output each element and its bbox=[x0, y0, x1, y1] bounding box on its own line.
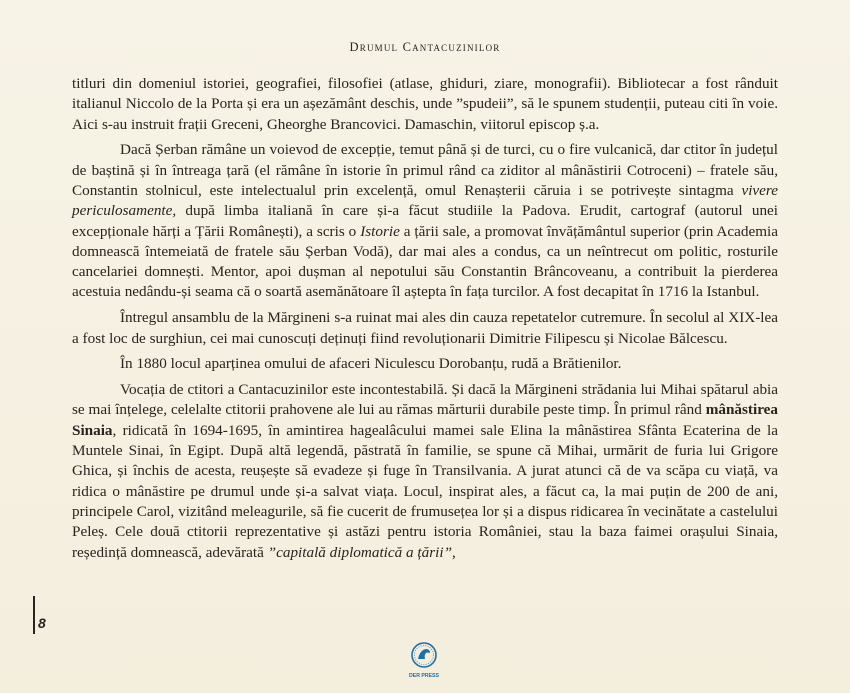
page-number: 8 bbox=[38, 615, 46, 631]
paragraph-2-text-a: Dacă Șerban rămâne un voievod de excepție, temut până și de turci, cu o fire vulcanică, dar ctitor în județul de baștină și în întreaga țară (el rămâne în istorie în primul rând ca ziditor al mânăstirii Cotroceni) – fratele său, Constantin stolnicul, este intelectualul prin excelență, omul Renașterii căruia i se potrivește sintagma bbox=[72, 141, 778, 199]
paragraph-3: Întregul ansamblu de la Mărgineni s-a ruinat mai ales din cauza repetatelor cutremure. În secolul al XIX-lea a fost loc de surghiun, cei mai cunoscuți deținuți fiind revoluționarii Dimitrie Filipescu și Nicolae Bălcescu. bbox=[72, 309, 778, 347]
paragraph-2-text-e: a țării sale, a promovat învățământul superior (prin Academia domnească întemeiată de fratele său Șerban Vodă), dar mai ales a condus, ca un neîntrecut om politic, rosturile cancelariei domnești. Mentor, apoi dușman al nepotului său Constantin Brâncoveanu, a contribuit la pierderea acestuia nedându-și seama că o soartă asemănătoare îl aștepta în fața turcilor. A fost decapitat în 1716 la Istanbul. bbox=[72, 222, 778, 301]
paragraph-5-bold-term: mânăstirea Sinaia bbox=[72, 401, 778, 439]
paragraph-2 bbox=[72, 140, 778, 302]
paragraph-2-italic-phrase: vivere periculosamente, bbox=[72, 181, 778, 220]
paragraph-5-text-a: Vocația de ctitori a Cantacuzinilor este incontestabilă. Și dacă la Mărgineni strădania lui Mihai spătarul abia se mai înțelege, celelalte ctitorii prahovene ale lui au rămas mărturii durabile peste timp. În primul rând bbox=[72, 381, 778, 419]
paragraph-2-text-c: după limba italiană în care și-a făcut studiile la Padova. Erudit, cartograf (autorul unei excepționale hărți a Țării Românești), a scris o bbox=[72, 202, 778, 240]
publisher-logo-text: DER PRESS bbox=[409, 673, 439, 679]
paragraph-2-italic-title: Istorie bbox=[360, 222, 400, 240]
paragraph-4: În 1880 locul aparținea omului de afaceri Niculescu Dorobanțu, rudă a Brătienilor. bbox=[120, 355, 622, 373]
paragraph-5-text-c: , ridicată în 1694-1695, în amintirea hagealâcului mamei sale Elina la mânăstirea Sfânta Ecaterina de la Muntele Sinai, în Egipt. După altă legendă, păstrată în familie, se spune că Mihai, urmărit de furia lui Grigore Ghica, și închis de acesta, reușește să evadeze și fuge în Transilvania. A jurat atunci că de va scăpa cu viață, va ridica o mânăstire pe drumul unde și-a salvat viața. Locul, inspirat ales, a făcut ca, la mai puțin de 200 de ani, principele Carol, vizitând meleagurile, să fie cucerit de frumusețea lor și a dispus ridicarea în vecinătate a castelului Peleș. Cele două ctitorii reprezentative și astăzi pentru istoria României, stau la baza faimei orașului Sinaia, reședință domnească, adevărată bbox=[72, 421, 778, 561]
paragraph-1: titluri din domeniul istoriei, geografiei, filosofiei (atlase, ghiduri, ziare, monografii). Bibliotecar a fost rânduit italianul Niccolo de la Porta și era un așezământ deschis, unde ”spudeii”, să le spunem studenții, puteau citi în voie. Aici s-au instruit frații Greceni, Gheorghe Brancovici. Damaschin, viitorul episcop ș.a. bbox=[72, 75, 778, 133]
margin-rule bbox=[33, 596, 35, 634]
running-head: Drumul Cantacuzinilor bbox=[349, 40, 501, 54]
paragraph-5-text-e: , bbox=[452, 543, 456, 561]
paragraph-5 bbox=[72, 380, 778, 563]
body-text bbox=[72, 74, 778, 568]
publisher-logo-icon bbox=[409, 641, 439, 681]
paragraph-5-italic-quote: ”capitală diplomatică a țării” bbox=[267, 543, 453, 561]
